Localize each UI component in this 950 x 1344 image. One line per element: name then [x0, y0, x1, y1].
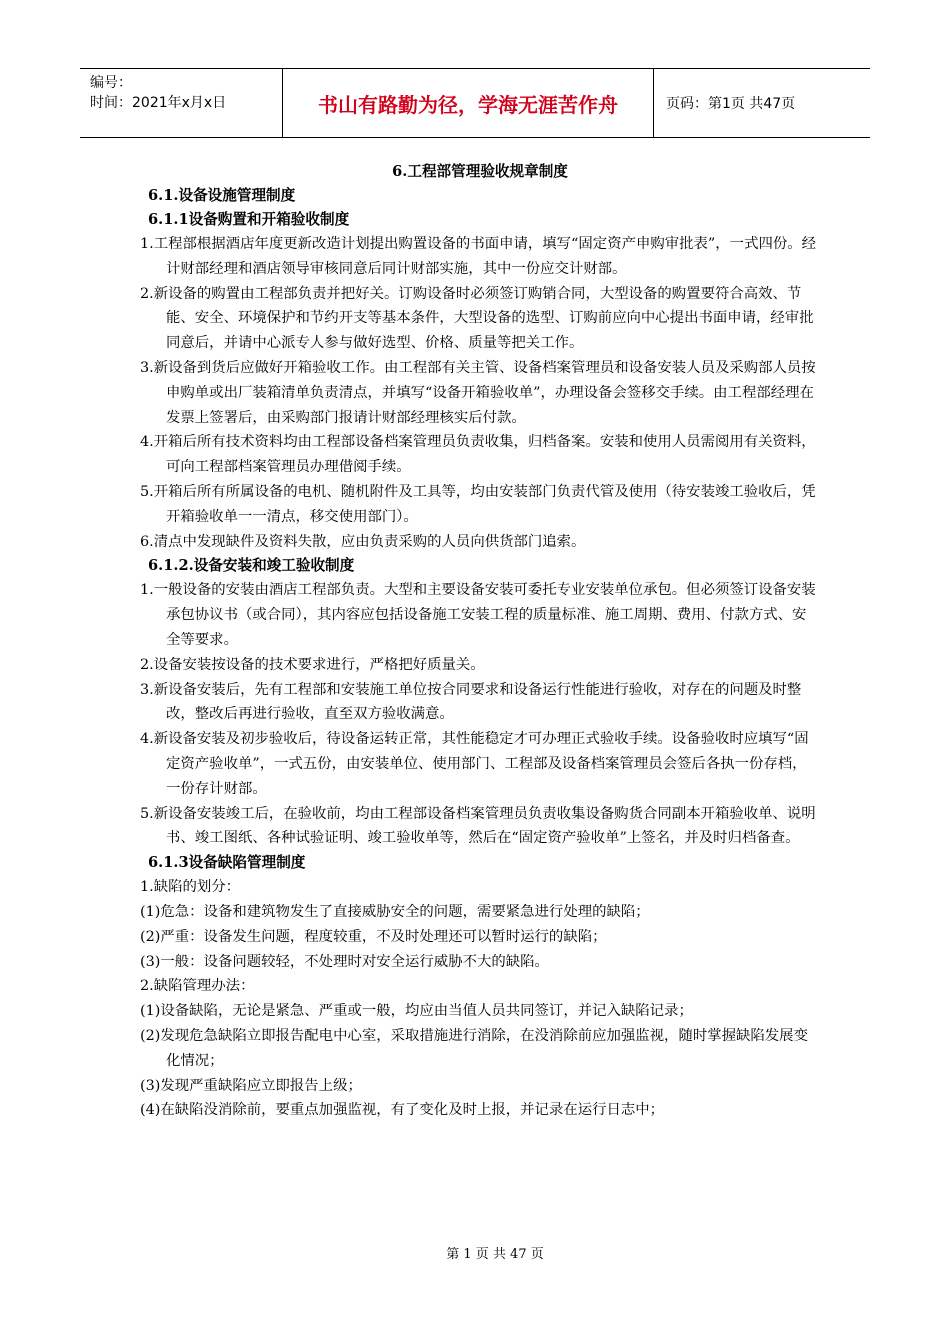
paragraph: 4.开箱后所有技术资料均由工程部设备档案管理员负责收集，归档备案。安装和使用人员需阅用有关资料，可向工程部档案管理员办理借阅手续。: [140, 434, 816, 476]
paragraph: 1.缺陷的划分：: [140, 879, 241, 896]
footer-page-number: 第 1 页 共 47 页: [446, 1247, 544, 1262]
page-footer: [0, 1243, 950, 1262]
code-label: 编号：: [90, 75, 132, 91]
paragraph: (4)在缺陷没消除前，要重点加强监视，有了变化及时上报，并记录在运行日志中；: [140, 1102, 665, 1119]
paragraph: 2.新设备的购置由工程部负责并把好关。订购设备时必须签订购销合同，大型设备的购置要符合高效、节能、安全、环境保护和节约开支等基本条件，大型设备的选型、订购前应向中心提出书面申请，经审批同意后，并请中心派专人参与做好选型、价格、质量等把关工作。: [140, 285, 814, 352]
paragraph: (1)设备缺陷，无论是紧急、严重或一般，均应由当值人员共同签订，并记入缺陷记录；: [140, 1003, 693, 1020]
paragraph: 1.工程部根据酒店年度更新改造计划提出购置设备的书面申请，填写“固定资产申购审批表”，一式四份。经计财部经理和酒店领导审核同意后同计财部实施，其中一份应交计财部。: [140, 236, 817, 277]
paragraph: 4.新设备安装及初步验收后，待设备运转正常，其性能稳定才可办理正式验收手续。设备验收时应填写“固定资产验收单”，一式五份，由安装单位、使用部门、工程部及设备档案管理员会签后各执一份存档，一份存计财部。: [140, 731, 809, 797]
document-body: [140, 160, 820, 1123]
paragraph: 5.新设备安装竣工后，在验收前，均由工程部设备档案管理员负责收集设备购货合同副本开箱验收单、说明书、竣工图纸、各种试验证明、竣工验收单等，然后在“固定资产验收单”上签名，并及时归档备查。: [140, 805, 816, 847]
paragraph: 6.清点中发现缺件及资料失散，应由负责采购的人员向供货部门追索。: [140, 533, 586, 550]
page-header: [80, 68, 870, 138]
date-label: 时间：2021年x月x日: [90, 95, 227, 111]
paragraph: (2)严重：设备发生问题，程度较重，不及时处理还可以暂时运行的缺陷；: [140, 928, 607, 945]
paragraph: (3)一般：设备问题较轻，不处理时对安全运行威胁不大的缺陷。: [140, 953, 549, 970]
paragraph: 2.设备安装按设备的技术要求进行，严格把好质量关。: [140, 656, 485, 673]
subsection-heading: 6.1.3设备缺陷管理制度: [148, 854, 306, 872]
paragraph: (1)危急：设备和建筑物发生了直接威胁安全的问题，需要紧急进行处理的缺陷；: [140, 903, 650, 920]
header-meta: [80, 69, 282, 137]
section-heading: 6.1.设备设施管理制度: [148, 187, 296, 204]
subsection-heading: 6.1.2.设备安装和竣工验收制度: [148, 557, 355, 575]
header-page-info: 页码：第1页 共47页: [666, 96, 796, 112]
paragraph: 3.新设备到货后应做好开箱验收工作。由工程部有关主管、设备档案管理员和设备安装人员及采购部人员按申购单或出厂装箱清单负责清点，并填写“设备开箱验收单”，办理设备会签移交手续。由工程部经理在发票上签署后，由采购部门报请计财部经理核实后付款。: [140, 359, 816, 426]
doc-title: 6.工程部管理验收规章制度: [392, 163, 568, 180]
paragraph: 5.开箱后所有所属设备的电机、随机附件及工具等，均由安装部门负责代管及使用（待安装竣工验收后，凭开箱验收单一一清点，移交使用部门）。: [140, 483, 816, 525]
paragraph: 2.缺陷管理办法：: [140, 978, 255, 995]
header-motto: 书山有路勤为径，学海无涯苦作舟: [282, 69, 654, 137]
paragraph: 1.一般设备的安装由酒店工程部负责。大型和主要设备安装可委托专业安装单位承包。但必须签订设备安装承包协议书（或合同），其内容应包括设备施工安装工程的质量标准、施工周期、费用、付款方式、安全等要求。: [140, 582, 816, 648]
paragraph: (2)发现危急缺陷立即报告配电中心室，采取措施进行消除，在没消除前应加强监视，随时掌握缺陷发展变化情况；: [140, 1027, 808, 1069]
subsection-heading: 6.1.1设备购置和开箱验收制度: [148, 211, 350, 228]
paragraph: 3.新设备安装后，先有工程部和安装施工单位按合同要求和设备运行性能进行验收，对存在的问题及时整改，整改后再进行验收，直至双方验收满意。: [140, 681, 802, 723]
paragraph: (3)发现严重缺陷应立即报告上级；: [140, 1077, 362, 1094]
